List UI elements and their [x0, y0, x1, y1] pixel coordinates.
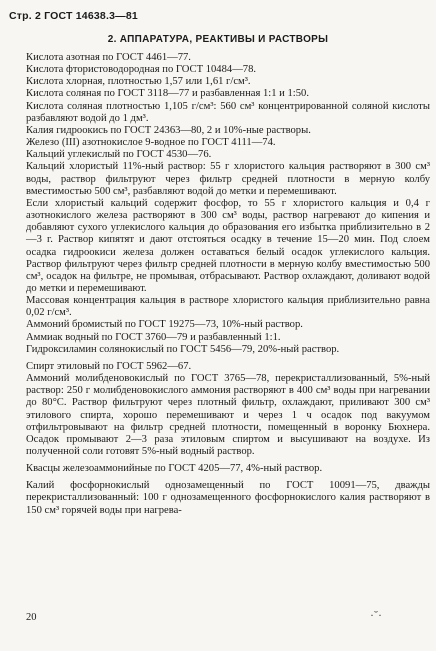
page-number: 20	[26, 612, 37, 623]
paragraph: Кальций углекислый по ГОСТ 4530—76.	[26, 149, 212, 161]
paragraph: Калий фосфорнокислый однозамещенный по ГОСТ 10091—75, дважды перекристаллизованный: 100 г однозамещенного фосфорнокислого калия растворяют в 150 см³ горячей воды при нагрева-	[26, 480, 430, 516]
paragraph: Гидроксиламин солянокислый по ГОСТ 5456—79, 20%-ный раствор.	[26, 343, 340, 355]
paragraph: Аммиак водный по ГОСТ 3760—79 и разбавленный 1:1.	[26, 331, 281, 343]
paragraph: Массовая концентрация кальция в растворе хлористого кальция приблизительно равна 0,02 г/см³.	[26, 295, 430, 319]
paragraph: Аммоний молибденовокислый по ГОСТ 3765—78, перекристаллизованный, 5%-ный раствор: 250 г молибденовокислого аммония растворяют в 400 см³ воды при нагревании до 80°С. Раствор фильтруют через плотный фильтр, охлаждают, приливают 300 см³ этилового спирта, хорошо перемешивают и через 1 ч осадок под вакуумом отфильтровывают на фильтр средней плотности, помещенный в воронку Бюхнера. Осадок промывают 2—3 раза этиловым спиртом и высушивают на воздухе. Из полученной соли готовят 5%-ный водный раствор.	[26, 373, 430, 457]
paragraph: Кислота соляная по ГОСТ 3118—77 и разбавленная 1:1 и 1:50.	[26, 88, 309, 100]
paragraph: Кислота соляная плотностью 1,105 г/см³: 560 см³ концентрированной соляной кислоты разбавляют водой до 1 дм³.	[26, 100, 430, 124]
paragraph: Аммоний бромистый по ГОСТ 19275—73, 10%-ный раствор.	[26, 319, 303, 331]
document-body	[26, 52, 430, 517]
paragraph: Кислота хлорная, плотностью 1,57 или 1,61 г/см³.	[26, 76, 251, 88]
paragraph: Кислота фтористоводородная по ГОСТ 10484—78.	[26, 64, 257, 76]
paragraph: Кислота азотная по ГОСТ 4461—77.	[26, 52, 191, 63]
section-title: 2. АППАРАТУРА, РЕАКТИВЫ И РАСТВОРЫ	[107, 34, 329, 45]
paragraph: Кальций хлористый 11%-ный раствор: 55 г хлористого кальция растворяют в 300 см³ воды, раствор фильтруют через фильтр средней плотности в мерную колбу вместимостью 500 см³, разбавляют водой до метки и перемешивают.	[26, 161, 430, 197]
page-header: Стр. 2 ГОСТ 14638.3—81	[9, 10, 138, 22]
paragraph: Спирт этиловый по ГОСТ 5962—67.	[26, 360, 192, 372]
paragraph: Калия гидроокись по ГОСТ 24363—80, 2 и 10%-ные растворы.	[26, 124, 311, 136]
scan-specks: ·˘·	[370, 608, 382, 622]
paragraph: Железо (III) азотнокислое 9-водное по ГОСТ 4111—74.	[26, 137, 276, 149]
paragraph: Квасцы железоаммонийные по ГОСТ 4205—77, 4%-ный раствор.	[26, 463, 323, 475]
paragraph: Если хлористый кальций содержит фосфор, то 55 г хлористого кальция и 0,4 г азотнокислого железа растворяют в 300 см³ воды, раствор нагревают до кипения и добавляют сухого углекислого кальция до образования его избытка приблизительно в 2—3 г. Раствор кипятят и дают отстояться осадку в течение 15—20 мин. Под слоем осадка гидроокиси железа должен оставаться белый осадок углекислого кальция. Раствор фильтруют через фильтр средней плотности в мерную колбу вместимостью 500 см³, осадок на фильтре, не промывая, отбрасывают. Раствор охлаждают, доливают водой до метки и перемешивают.	[26, 197, 430, 294]
